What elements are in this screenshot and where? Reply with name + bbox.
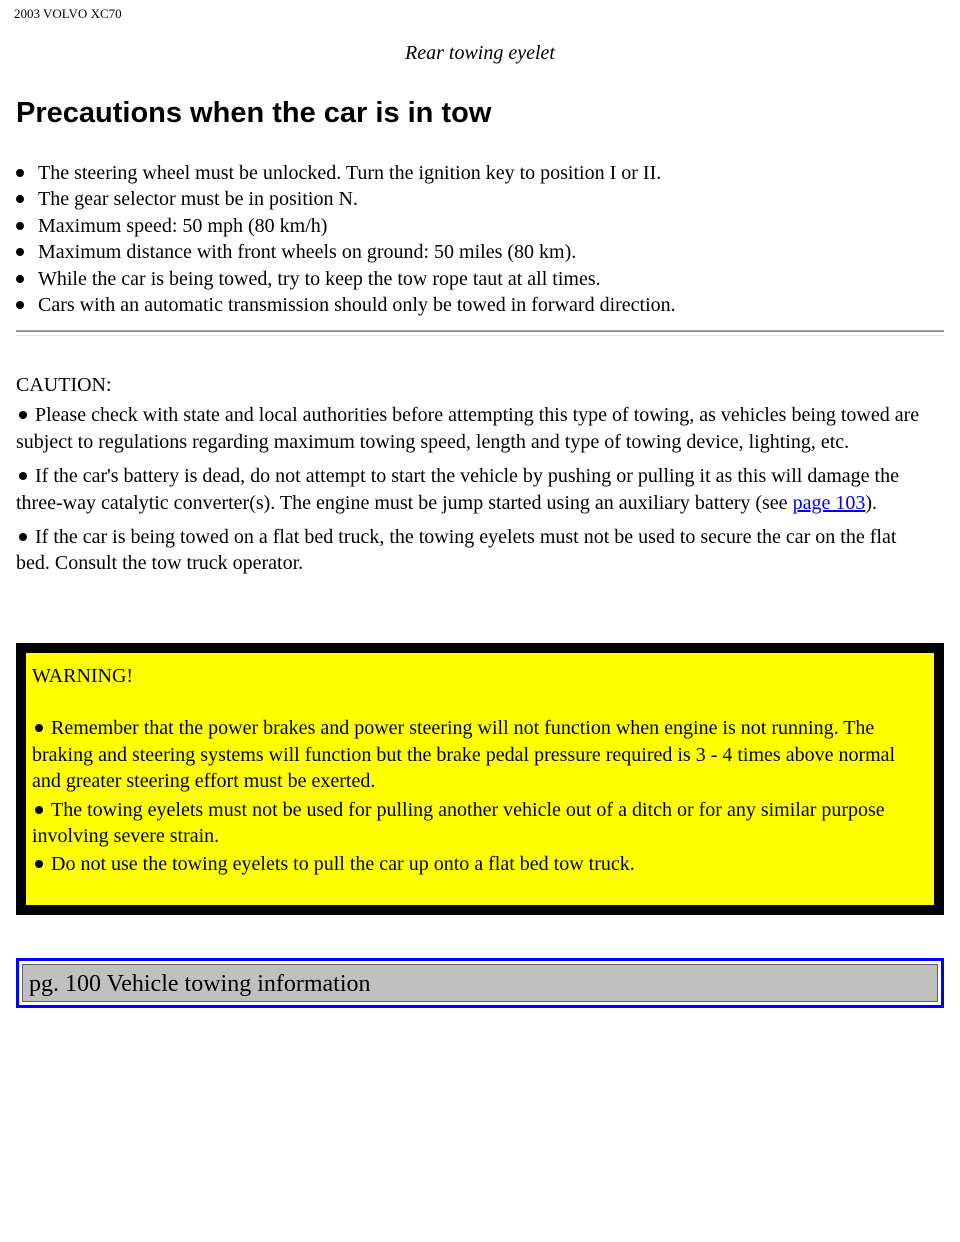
horizontal-divider (16, 330, 944, 336)
bullet-icon (35, 806, 43, 814)
warning-item (32, 715, 928, 794)
bullet-icon (35, 860, 43, 868)
list-item (16, 213, 676, 239)
list-item (16, 292, 676, 318)
document-header: 2003 VOLVO XC70 (14, 6, 122, 21)
list-item-text: The steering wheel must be unlocked. Turn the ignition key to position I or II. (38, 162, 662, 184)
caution-section (16, 372, 934, 585)
warning-panel (24, 651, 936, 907)
list-item (16, 266, 676, 292)
list-item (16, 239, 676, 265)
list-item (16, 160, 676, 186)
precautions-list (16, 160, 676, 318)
figure-caption: Rear towing eyelet (405, 42, 555, 64)
warning-box (16, 643, 944, 915)
bullet-icon (19, 472, 27, 480)
caution-item-text: If the car's battery is dead, do not attempt to start the vehicle by pushing or pulling it as this will damage the three-way catalytic converter(s). The engine must be jump started using an auxiliary battery (see (16, 465, 899, 514)
bullet-icon (16, 222, 24, 230)
caution-item-text: If the car is being towed on a flat bed truck, the towing eyelets must not be used to secure the car on the flat bed. Consult the tow truck operator. (16, 526, 897, 575)
warning-title: WARNING! (32, 665, 134, 687)
list-item-text: Maximum distance with front wheels on ground: 50 miles (80 km). (38, 241, 577, 264)
warning-item (32, 797, 928, 850)
caution-item (16, 524, 934, 577)
caution-item-text: Please check with state and local authorities before attempting this type of towing, as vehicles being towed are subject to regulations regarding maximum towing speed, length and type of towing device, lighting, etc. (16, 404, 920, 453)
list-item (16, 186, 676, 212)
bullet-icon (16, 195, 24, 203)
bullet-icon (19, 411, 27, 419)
bullet-icon (16, 301, 24, 309)
caution-title: CAUTION: (16, 374, 112, 396)
list-item-text: The gear selector must be in position N. (38, 188, 358, 211)
bullet-icon (16, 169, 24, 177)
warning-item-text: The towing eyelets must not be used for pulling another vehicle out of a ditch or for any similar purpose involving severe strain. (32, 798, 885, 848)
bullet-icon (19, 533, 27, 541)
warning-item (32, 851, 928, 877)
caution-item (16, 402, 934, 455)
list-item-text: While the car is being towed, try to keep the tow rope taut at all times. (38, 267, 601, 290)
page-footer (16, 958, 944, 1008)
bullet-icon (16, 248, 24, 256)
warning-item-text: Remember that the power brakes and power steering will not function when engine is not running. The braking and steering systems will function but the brake pedal pressure required is 3 - 4 times above normal and greater steering effort must be exerted. (32, 717, 896, 793)
page-103-link[interactable]: page 103 (792, 491, 866, 514)
section-heading: Precautions when the car is in tow (16, 97, 492, 129)
list-item-text: Maximum speed: 50 mph (80 km/h) (38, 214, 328, 237)
list-item-text: Cars with an automatic transmission should only be towed in forward direction. (38, 294, 676, 317)
bullet-icon (35, 724, 43, 732)
warning-item-text: Do not use the towing eyelets to pull the car up onto a flat bed tow truck. (51, 853, 635, 876)
caution-item-suffix: ). (865, 491, 877, 514)
caution-item (16, 463, 934, 516)
bullet-icon (16, 275, 24, 283)
footer-label: pg. 100 Vehicle towing information (22, 964, 938, 1002)
